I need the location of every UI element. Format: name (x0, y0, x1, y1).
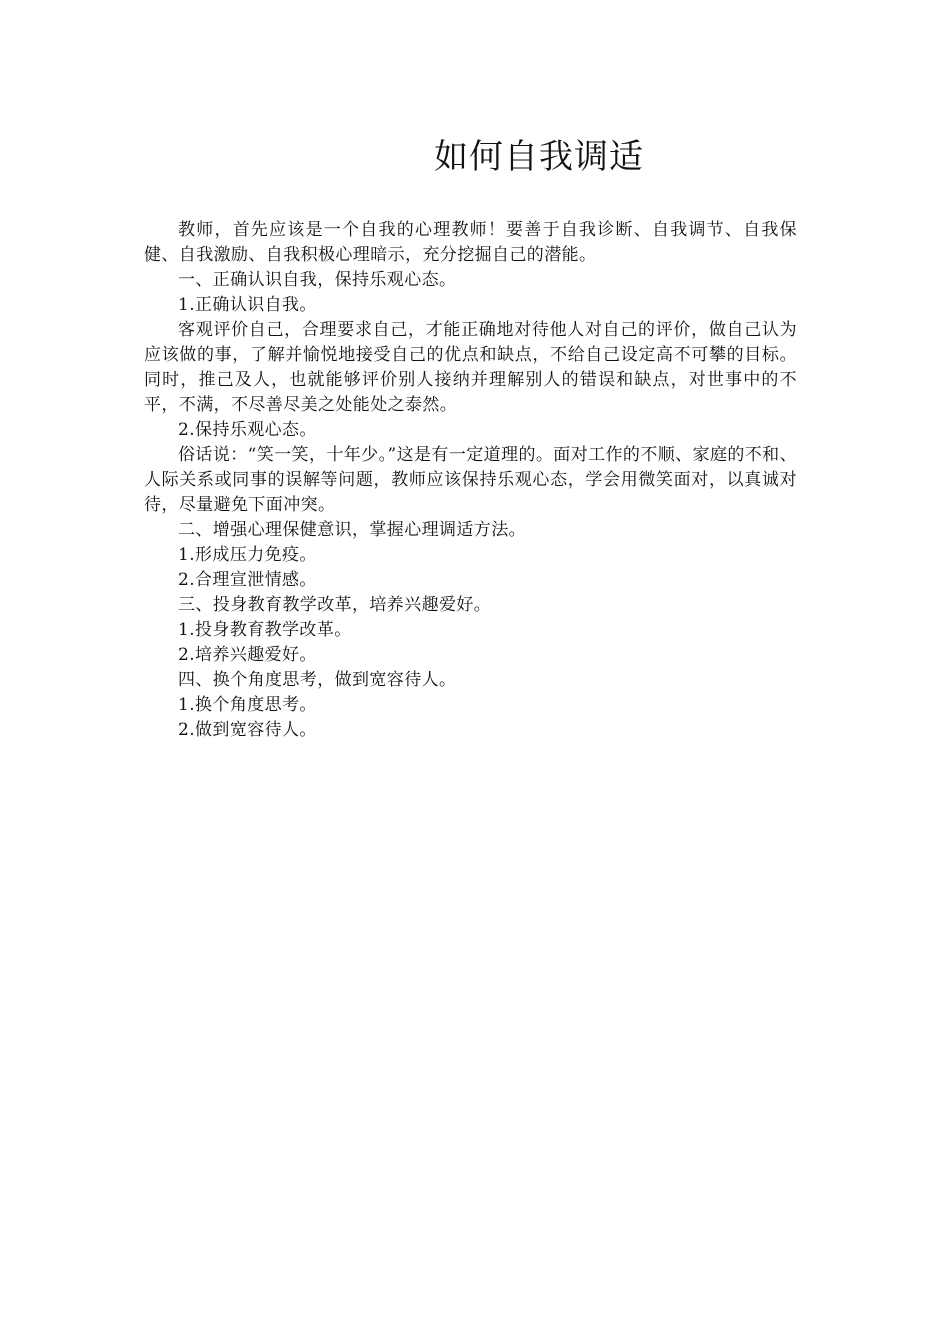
subsection-heading-2-1: 1.形成压力免疫。 (178, 545, 317, 565)
section-heading-3: 三、投身教育教学改革，培养兴趣爱好。 (178, 595, 492, 615)
document-title: 如何自我调适 (434, 137, 644, 177)
body-paragraph-1-1: 客观评价自己，合理要求自己，才能正确地对待他人对自己的评价，做自己认为应该做的事，了解并愉悦地接受自己的优点和缺点，不给自己设定高不可攀的目标。同时，推己及人，也就能够评价别人接纳并理解别人的错误和缺点，对世事中的不平，不满，不尽善尽美之处能处之泰然。 (144, 320, 797, 415)
subsection-heading-1-2: 2.保持乐观心态。 (178, 420, 317, 440)
subsection-heading-3-2: 2.培养兴趣爱好。 (178, 645, 317, 665)
document-body (144, 218, 797, 743)
section-heading-1: 一、正确认识自我，保持乐观心态。 (178, 270, 457, 290)
subsection-heading-2-2: 2.合理宣泄情感。 (178, 570, 317, 590)
section-heading-2: 二、增强心理保健意识，掌握心理调适方法。 (178, 520, 526, 540)
intro-paragraph: 教师，首先应该是一个自我的心理教师！要善于自我诊断、自我调节、自我保健、自我激励、自我积极心理暗示，充分挖掘自己的潜能。 (144, 220, 797, 265)
subsection-heading-4-2: 2.做到宽容待人。 (178, 720, 317, 740)
subsection-heading-3-1: 1.投身教育教学改革。 (178, 620, 352, 640)
subsection-heading-4-1: 1.换个角度思考。 (178, 695, 317, 715)
subsection-heading-1-1: 1.正确认识自我。 (178, 295, 317, 315)
body-paragraph-1-2: 俗话说：“笑一笑，十年少。”这是有一定道理的。面对工作的不顺、家庭的不和、人际关系或同事的误解等问题，教师应该保持乐观心态，学会用微笑面对，以真诚对待，尽量避免下面冲突。 (144, 445, 797, 515)
section-heading-4: 四、换个角度思考，做到宽容待人。 (178, 670, 457, 690)
